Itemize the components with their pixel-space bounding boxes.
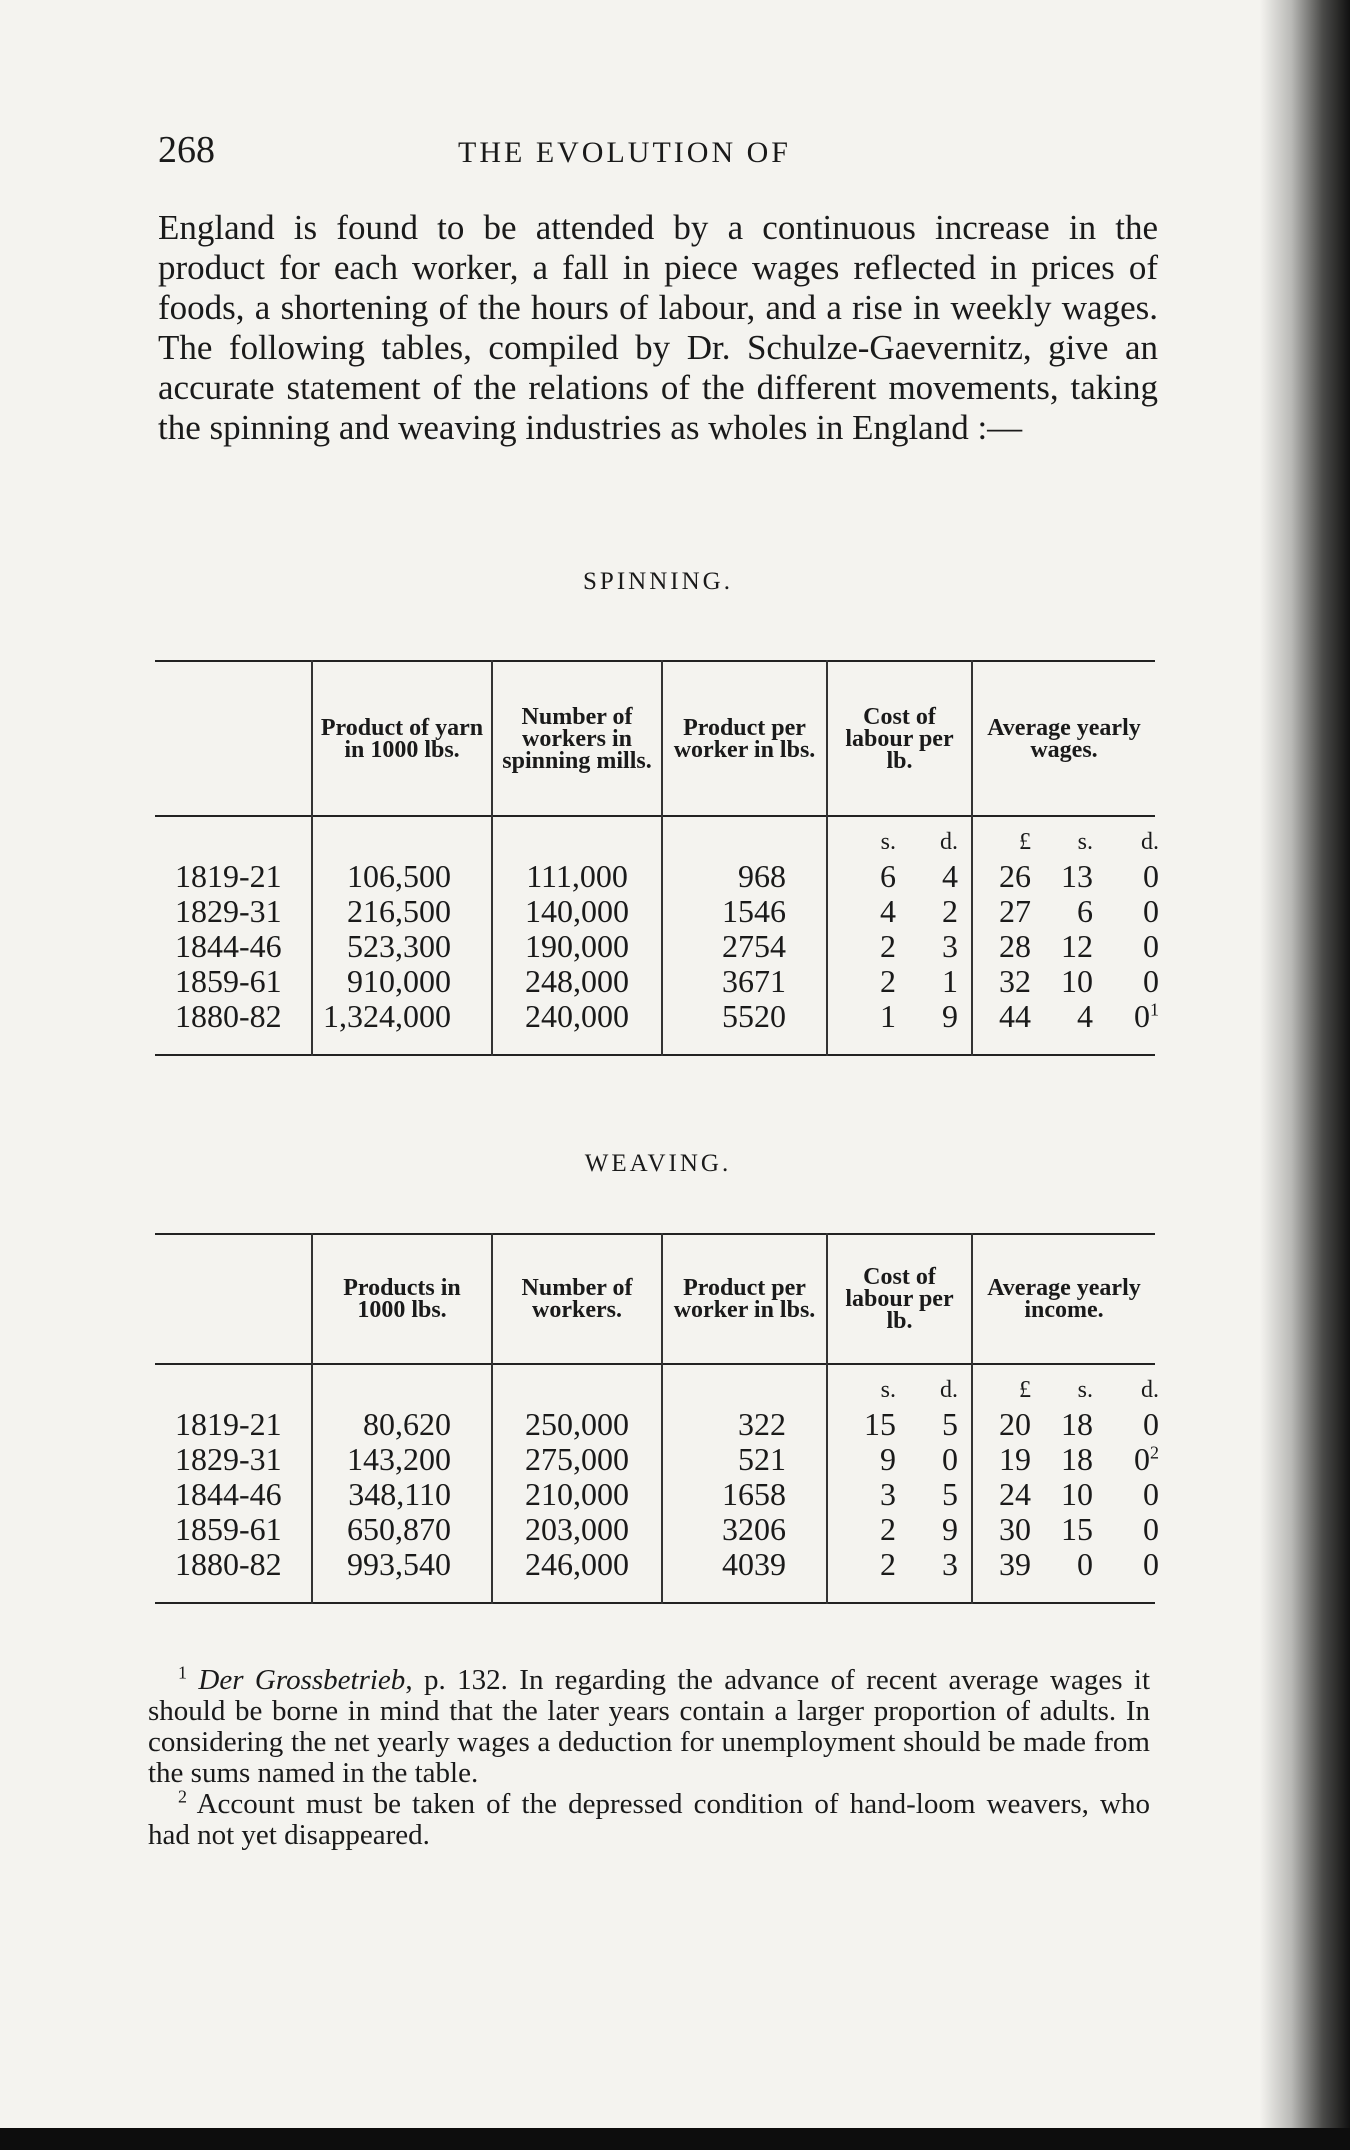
wage-value — [981, 1546, 1159, 1582]
cell-product: 216,500 — [347, 893, 451, 929]
cell-years: 1859-61 — [175, 1511, 282, 1547]
unit-pounds: £ — [1019, 1377, 1031, 1403]
cost-pence: 9 — [942, 1511, 958, 1547]
cell-years: 1880-82 — [175, 1546, 282, 1582]
cell-years: 1819-21 — [175, 1406, 282, 1442]
footnote-2 — [148, 1786, 1150, 1851]
wage-value — [981, 893, 1159, 929]
cell-per-worker: 2754 — [722, 928, 786, 964]
cost-pence: 4 — [942, 858, 958, 894]
cost-shillings: 4 — [880, 893, 896, 929]
wage-shillings: 10 — [1061, 963, 1093, 999]
cost-units — [836, 831, 963, 859]
wage-value — [981, 998, 1159, 1034]
workers-column — [492, 816, 662, 1055]
header-product: Product of yarn in 1000 lbs. — [312, 661, 492, 816]
cell-workers: 246,000 — [525, 1546, 629, 1582]
cost-shillings: 6 — [880, 858, 896, 894]
cell-workers: 250,000 — [525, 1406, 629, 1442]
header-cost-of-labour: Cost of labour per lb. — [827, 1234, 972, 1364]
cell-product: 650,870 — [347, 1511, 451, 1547]
wage-pounds: 44 — [999, 998, 1031, 1034]
wage-pounds: 26 — [999, 858, 1031, 894]
wage-shillings: 15 — [1061, 1511, 1093, 1547]
wage-value — [981, 1406, 1159, 1442]
cost-pence: 1 — [942, 963, 958, 999]
wage-pence: 0 — [1143, 1511, 1159, 1547]
cell-workers: 210,000 — [525, 1476, 629, 1512]
unit-spacer — [501, 831, 653, 859]
cost-pence: 5 — [942, 1476, 958, 1512]
cell-product: 1,324,000 — [323, 998, 451, 1034]
cell-years: 1829-31 — [175, 893, 282, 929]
unit-shillings: s. — [880, 829, 896, 855]
cost-value — [836, 964, 963, 999]
cell-per-worker: 3671 — [722, 963, 786, 999]
wage-column — [972, 816, 1159, 1055]
unit-shillings: s. — [1077, 1377, 1093, 1403]
cell-per-worker: 968 — [738, 858, 786, 894]
header-workers: Number of workers in spinning mills. — [492, 661, 662, 816]
unit-pounds: £ — [1019, 829, 1031, 855]
wage-value — [981, 1441, 1159, 1477]
unit-pence: d. — [940, 1377, 958, 1403]
footnotes — [148, 1662, 1151, 1851]
cell-years: 1880-82 — [175, 998, 282, 1034]
cost-pence: 3 — [942, 928, 958, 964]
running-head — [158, 128, 1158, 178]
wage-value — [981, 1511, 1159, 1547]
wage-shillings: 4 — [1077, 998, 1093, 1034]
cell-years: 1844-46 — [175, 928, 282, 964]
cost-units — [836, 1379, 963, 1407]
scan-bottom-border — [0, 2128, 1350, 2150]
unit-shillings: s. — [880, 1377, 896, 1403]
spinning-table-title: SPINNING. — [583, 568, 733, 595]
cell-years: 1819-21 — [175, 858, 282, 894]
cell-product: 80,620 — [363, 1406, 451, 1442]
years-column — [155, 816, 312, 1055]
wage-pounds: 19 — [999, 1441, 1031, 1477]
footnote-text: , p. 132. In regarding the advance of recent average wages it should be borne in mind that the later years contain a larger proportion of adults. In considering the net yearly wages a deduction for unemployment should be made from the sums named in the table. — [148, 1664, 1151, 1789]
footnote-mark: 2 — [178, 1786, 187, 1807]
unit-pence: d. — [1141, 829, 1159, 855]
page-edge-shadow — [1260, 0, 1350, 2150]
years-column — [155, 1364, 312, 1603]
cell-product: 993,540 — [347, 1546, 451, 1582]
cell-years: 1844-46 — [175, 1476, 282, 1512]
cell-workers: 240,000 — [525, 998, 629, 1034]
cell-per-worker: 1658 — [722, 1476, 786, 1512]
per-worker-column — [662, 816, 827, 1055]
wage-pounds: 32 — [999, 963, 1031, 999]
wage-pounds: 28 — [999, 928, 1031, 964]
wage-pounds: 24 — [999, 1476, 1031, 1512]
unit-spacer — [321, 1379, 451, 1407]
cell-product: 143,200 — [347, 1441, 451, 1477]
cost-shillings: 2 — [880, 963, 896, 999]
page-number: 268 — [158, 129, 215, 171]
cost-value — [836, 1512, 963, 1547]
wage-units — [981, 1377, 1159, 1407]
cost-pence: 0 — [942, 1441, 958, 1477]
spinning-table — [155, 660, 1159, 1056]
product-column — [312, 816, 492, 1055]
running-title: THE EVOLUTION OF — [458, 136, 791, 169]
wage-pence: 0 — [1143, 1546, 1159, 1582]
footnote-ref: 1 — [1150, 999, 1159, 1020]
header-average-wages: Average yearly wages. — [972, 661, 1155, 816]
cost-shillings: 2 — [880, 928, 896, 964]
cell-workers: 275,000 — [525, 1441, 629, 1477]
wage-pence: 0 — [1143, 1476, 1159, 1512]
cost-value — [836, 1407, 963, 1442]
wage-pounds: 30 — [999, 1511, 1031, 1547]
cell-workers: 111,000 — [526, 858, 628, 894]
header-average-income: Average yearly income. — [972, 1234, 1155, 1364]
wage-pence: 0 — [1143, 858, 1159, 894]
unit-spacer — [671, 1379, 786, 1407]
wage-shillings: 10 — [1061, 1476, 1093, 1512]
years-header — [155, 661, 312, 816]
cell-per-worker: 5520 — [722, 998, 786, 1034]
wage-value — [981, 928, 1159, 964]
cost-column — [827, 816, 972, 1055]
header-product-per-worker: Product per worker in lbs. — [662, 661, 827, 816]
wage-shillings: 13 — [1061, 858, 1093, 894]
wage-shillings: 6 — [1077, 893, 1093, 929]
footnote-citation: Der Grossbetrieb — [198, 1664, 406, 1696]
cell-workers: 140,000 — [525, 893, 629, 929]
cell-years: 1829-31 — [175, 1441, 282, 1477]
cost-value — [836, 1442, 963, 1477]
header-workers: Number of workers. — [492, 1234, 662, 1364]
unit-pence: d. — [1141, 1377, 1159, 1403]
wage-value — [981, 858, 1159, 894]
header-product: Products in 1000 lbs. — [312, 1234, 492, 1364]
cost-shillings: 15 — [864, 1406, 896, 1442]
cost-value — [836, 999, 963, 1034]
cell-product: 910,000 — [347, 963, 451, 999]
wage-shillings: 12 — [1061, 928, 1093, 964]
cost-value — [836, 859, 963, 894]
cost-value — [836, 1477, 963, 1512]
cost-value — [836, 1547, 963, 1582]
wage-pounds: 20 — [999, 1406, 1031, 1442]
unit-spacer — [321, 831, 451, 859]
cost-value — [836, 929, 963, 964]
wage-shillings: 18 — [1061, 1406, 1093, 1442]
wage-units — [981, 829, 1159, 859]
cell-workers: 190,000 — [525, 928, 629, 964]
wage-shillings: 18 — [1061, 1441, 1093, 1477]
cost-shillings: 9 — [880, 1441, 896, 1477]
cost-pence: 3 — [942, 1546, 958, 1582]
wage-column — [972, 1364, 1159, 1603]
unit-shillings: s. — [1077, 829, 1093, 855]
cell-per-worker: 3206 — [722, 1511, 786, 1547]
cost-shillings: 3 — [880, 1476, 896, 1512]
cost-column — [827, 1364, 972, 1603]
per-worker-column — [662, 1364, 827, 1603]
footnote-text: Account must be taken of the depressed condition of hand-loom weavers, who had not yet disappeared. — [148, 1788, 1150, 1851]
cost-pence: 5 — [942, 1406, 958, 1442]
cell-workers: 203,000 — [525, 1511, 629, 1547]
wage-pence: 0 — [1143, 1406, 1159, 1442]
cell-per-worker: 1546 — [722, 893, 786, 929]
cost-pence: 9 — [942, 998, 958, 1034]
product-column — [312, 1364, 492, 1603]
body-paragraph: England is found to be attended by a continuous increase in the product for each worker, a fall in piece wages reflected in prices of foods, a shortening of the hours of labour, and a rise in weekly wages. The following tables, compiled by Dr. Schulze-Gaevernitz, give an accurate statement of the relations of the different movements, taking the spinning and weaving industries as wholes in England :— — [158, 208, 1158, 447]
wage-pence: 0 — [1143, 963, 1159, 999]
unit-spacer — [175, 831, 303, 859]
cell-per-worker: 4039 — [722, 1546, 786, 1582]
cell-workers: 248,000 — [525, 963, 629, 999]
unit-pence: d. — [940, 829, 958, 855]
wage-pounds: 39 — [999, 1546, 1031, 1582]
weaving-table-title: WEAVING. — [584, 1150, 732, 1177]
workers-column — [492, 1364, 662, 1603]
footnote-mark: 1 — [178, 1662, 187, 1683]
cost-shillings: 1 — [880, 998, 896, 1034]
wage-value — [981, 963, 1159, 999]
wage-value — [981, 1476, 1159, 1512]
unit-spacer — [501, 1379, 653, 1407]
cell-per-worker: 521 — [738, 1441, 786, 1477]
cost-value — [836, 894, 963, 929]
header-product-per-worker: Product per worker in lbs. — [662, 1234, 827, 1364]
cost-shillings: 2 — [880, 1546, 896, 1582]
wage-pence: $0^2$ — [1134, 1441, 1159, 1477]
cost-pence: 2 — [942, 893, 958, 929]
years-header — [155, 1234, 312, 1364]
cell-per-worker: 322 — [738, 1406, 786, 1442]
cell-product: 523,300 — [347, 928, 451, 964]
wage-shillings: 0 — [1077, 1546, 1093, 1582]
cost-shillings: 2 — [880, 1511, 896, 1547]
wage-pence: 0 — [1143, 928, 1159, 964]
weaving-table — [155, 1233, 1159, 1604]
unit-spacer — [671, 831, 786, 859]
wage-pence: 0 — [1143, 893, 1159, 929]
header-cost-of-labour: Cost of labour per lb. — [827, 661, 972, 816]
footnote-ref: 2 — [1150, 1442, 1159, 1463]
wage-pence: $0^1$ — [1134, 998, 1159, 1034]
unit-spacer — [175, 1379, 303, 1407]
footnote-1 — [148, 1662, 1151, 1789]
cell-years: 1859-61 — [175, 963, 282, 999]
wage-pounds: 27 — [999, 893, 1031, 929]
cell-product: 348,110 — [348, 1476, 451, 1512]
cell-product: 106,500 — [347, 858, 451, 894]
